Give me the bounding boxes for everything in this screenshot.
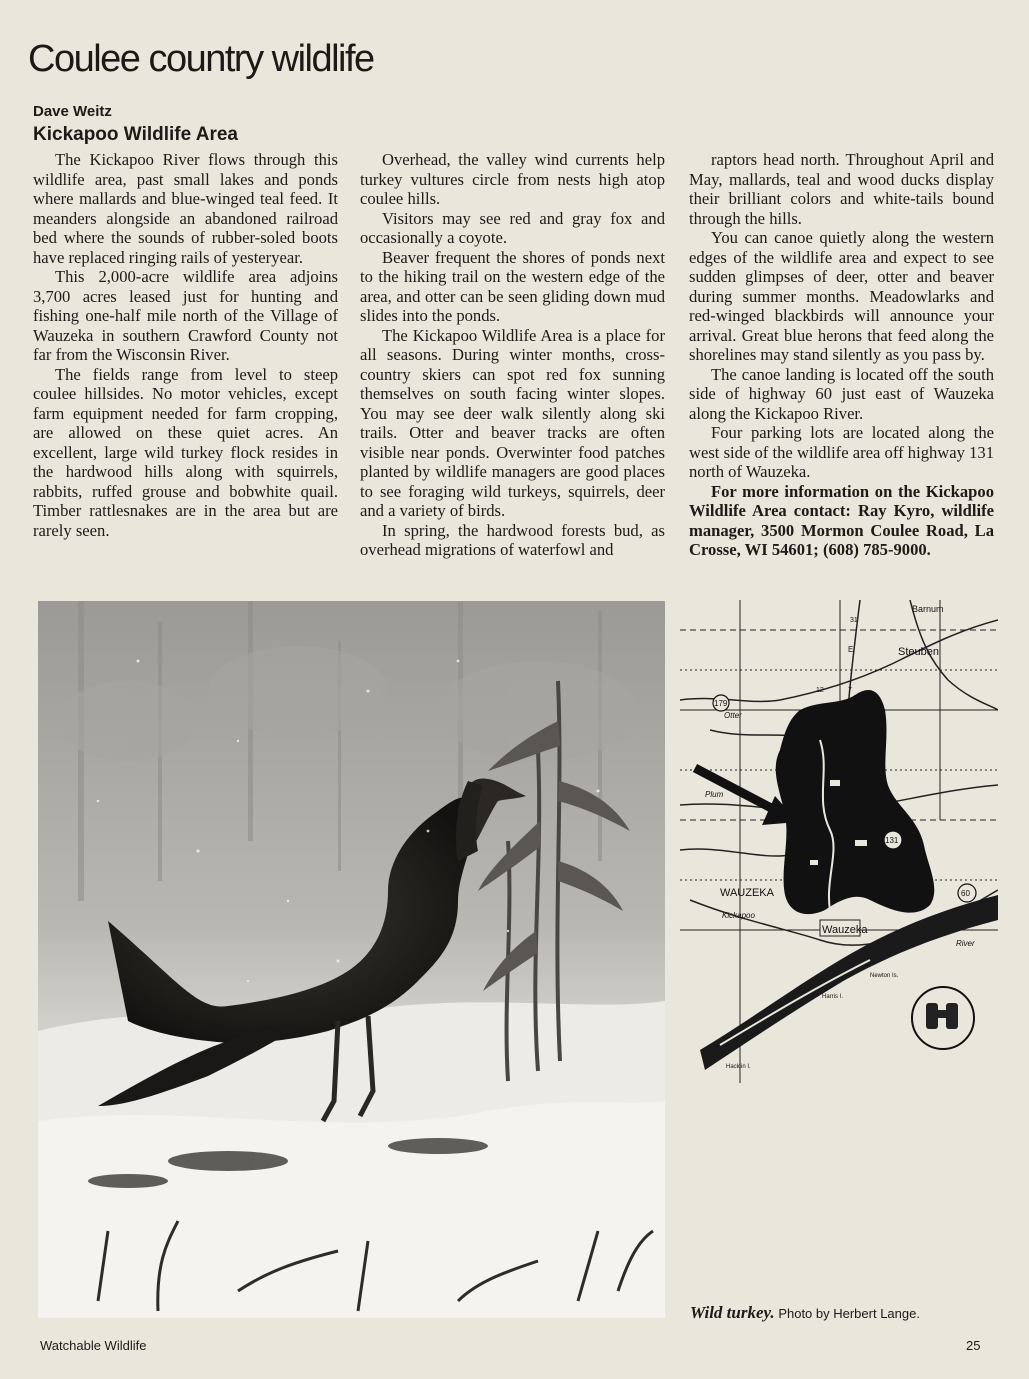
contact-info: For more information on the Kickapoo Wildlife Area contact: Ray Kyro, wildlife manager, 3500 Mormon Coulee Road, La Crosse, WI 54601; (608) 785-9000.: [689, 481, 994, 559]
paragraph: This 2,000-acre wildlife area adjoins 3,700 acres leased just for hunting and fishing one-half mile north of the Village of Wauzeka in southern Crawford County not far from the Wisconsin River.: [33, 267, 338, 364]
paragraph: The Kickapoo River flows through this wildlife area, past small lakes and ponds where mallards and blue-winged teal feed. It meanders alongside an abandoned railroad bed where the sounds of rubber-soled boots have replaced ringing rails of yesteryear.: [33, 150, 338, 267]
caption-credit: Photo by Herbert Lange.: [778, 1306, 920, 1321]
paragraph: You can canoe quietly along the western edges of the wildlife area and expect to see sudden glimpses of deer, otter and beaver during summer months. Meadowlarks and red-winged blackbirds will announce your arrival. Great blue herons that feed along the shorelines may stand silently as you pass by.: [689, 228, 994, 364]
author-byline: Dave Weitz: [33, 103, 112, 120]
page-number: 25: [966, 1338, 981, 1353]
photo-caption: [690, 1303, 920, 1323]
paragraph: raptors head north. Throughout April and May, mallards, teal and wood ducks display their brilliant colors and white-tails bound through the hills.: [689, 150, 994, 228]
paragraph: The canoe landing is located off the south side of highway 60 just east of Wauzeka along the Kickapoo River.: [689, 364, 994, 423]
map-label-e: E: [848, 645, 854, 654]
map-label-kickapoo: Kickapoo: [722, 911, 755, 920]
publication-name: Watchable Wildlife: [40, 1338, 147, 1353]
article-column-1: [33, 150, 338, 540]
paragraph: The fields range from level to steep coulee hillsides. No motor vehicles, except farm equipment needed for farm cropping, are allowed on these quiet acres. An excellent, large wild turkey flock resides in the hardwood hills along with squirrels, rabbits, ruffed grouse and bobwhite quail. Timber rattlesnakes are in the area but are rarely seen.: [33, 364, 338, 540]
map-label-river: River: [956, 939, 975, 948]
hwy-131-label: 131: [885, 836, 899, 845]
hwy-60-label: 60: [961, 889, 970, 898]
page-title: Coulee country wildlife: [28, 38, 374, 80]
hwy-179-label: 179: [714, 699, 728, 708]
map-label-wauzeka-upper: WAUZEKA: [720, 887, 774, 899]
section-heading: Kickapoo Wildlife Area: [33, 124, 239, 145]
paragraph: Overhead, the valley wind currents help turkey vultures circle from nests high atop coulee hills.: [360, 150, 665, 208]
map-label-13: 13: [818, 721, 826, 728]
map-label-plum: Plum: [705, 790, 724, 799]
map-label-12: 12: [816, 687, 824, 694]
map-label-steuben: Steuben: [898, 646, 939, 658]
paragraph: In spring, the hardwood forests bud, as overhead migrations of waterfowl and: [360, 520, 665, 559]
map-label-31: 31: [850, 617, 858, 624]
map-label-harris-island: Harris I.: [822, 994, 843, 1000]
map-label-newton-island: Newton Is.: [870, 973, 899, 979]
map-label-wauzeka: Wauzeka: [822, 924, 868, 936]
map-label-otter: Otter: [724, 711, 742, 720]
wild-turkey-photo: [38, 601, 665, 1318]
caption-lead: Wild turkey.: [690, 1303, 775, 1322]
area-map: [680, 600, 998, 1083]
map-label-7: 7: [848, 687, 852, 694]
article-column-2: [360, 150, 665, 560]
paragraph: Visitors may see red and gray fox and occasionally a coyote.: [360, 208, 665, 247]
article-column-3: [689, 150, 994, 560]
paragraph: The Kickapoo Wildlife Area is a place for all seasons. During winter months, cross-country skiers can spot red fox sunning themselves on south facing winter slopes. You may see deer walk silently along ski trails. Otter and beaver tracks are often visible near ponds. Overwinter food patches planted by wildlife managers are good places to see foraging wild turkeys, squirrels, deer and a variety of birds.: [360, 325, 665, 520]
map-label-barnum: Barnum: [912, 604, 944, 614]
map-label-hacklin-island: Hacklin I.: [726, 1064, 751, 1070]
paragraph: Four parking lots are located along the west side of the wildlife area off highway 131 north of Wauzeka.: [689, 423, 994, 481]
map-label-n: N: [794, 883, 800, 892]
paragraph: Beaver frequent the shores of ponds next to the hiking trail on the western edge of the area, and otter can be seen gliding down mud slides into the ponds.: [360, 247, 665, 325]
